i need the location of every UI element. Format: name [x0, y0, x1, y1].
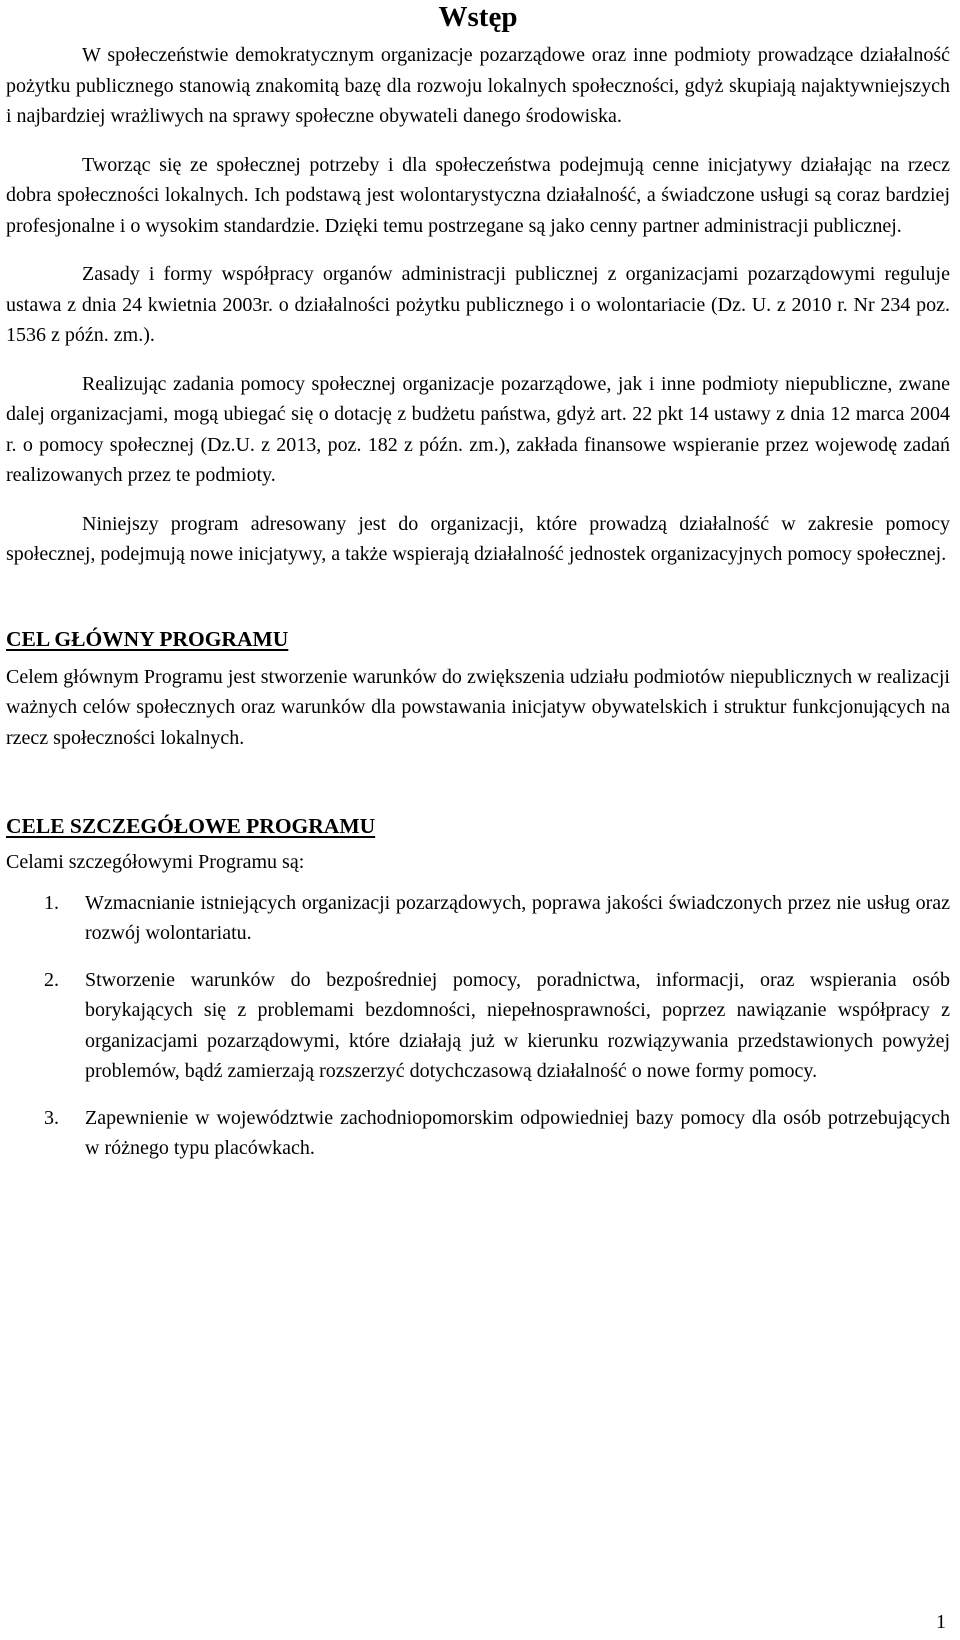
main-goal-heading: CEL GŁÓWNY PROGRAMU: [6, 626, 289, 651]
intro-paragraph: Tworząc się ze społecznej potrzeby i dla społeczeństwa podejmują cenne inicjatywy działając na rzecz dobra społeczności lokalnych. Ich podstawą jest wolontarystyczna działalność, a świadczone usługi są coraz bardziej profesjonalne i o wysokim standardzie. Dzięki temu postrzegane są jako cenny partner administracji publicznej.: [6, 153, 950, 237]
list-item: [6, 965, 950, 1087]
list-item: [6, 1103, 950, 1164]
specific-goals-intro: Celami szczegółowymi Programu są:: [6, 851, 305, 873]
list-item-text: Zapewnienie w województwie zachodniopomorskim odpowiedniej bazy pomocy dla osób potrzebujących w różnego typu placówkach.: [85, 1106, 950, 1159]
intro-paragraph: Realizując zadania pomocy społecznej organizacje pozarządowe, jak i inne podmioty niepubliczne, zwane dalej organizacjami, mogą ubiegać się o dotację z budżetu państwa, gdyż art. 22 pkt 14 ustawy z dnia 12 marca 2004 r. o pomocy społecznej (Dz.U. z 2013, poz. 182 z późn. zm.), zakłada finansowe wspieranie przez wojewodę zadań realizowanych przez te podmioty.: [6, 372, 950, 486]
intro-paragraph: Niniejszy program adresowany jest do organizacji, które prowadzą działalność w zakresie pomocy społecznej, podejmują nowe inicjatywy, a także wspierają działalność jednostek organizacyjnych pomocy społecznej.: [6, 512, 950, 565]
intro-paragraph: Zasady i formy współpracy organów administracji publicznej z organizacjami pozarządowymi reguluje ustawa z dnia 24 kwietnia 2003r. o działalności pożytku publicznego i o wolontariacie (Dz. U. z 2010 r. Nr 234 poz. 1536 z późn. zm.).: [6, 263, 950, 346]
page-title: Wstęp: [438, 1, 518, 33]
intro-paragraph: W społeczeństwie demokratycznym organizacje pozarządowe oraz inne podmioty prowadzące działalność pożytku publicznego stanowią znakomitą bazę dla rozwoju lokalnych społeczności, gdyż skupiają najaktywniejszych i najbardziej wrażliwych na sprawy społeczne obywateli danego środowiska.: [6, 44, 950, 127]
specific-goals-list: [6, 888, 950, 1164]
list-item: [6, 888, 950, 949]
list-item-number: 1.: [44, 891, 59, 914]
list-item-number: 3.: [44, 1106, 59, 1129]
page-number: 1: [936, 1611, 946, 1633]
specific-goals-heading: CELE SZCZEGÓŁOWE PROGRAMU: [6, 814, 376, 838]
list-item-text: Stworzenie warunków do bezpośredniej pomocy, poradnictwa, informacji, oraz wspierania osób borykających się z problemami bezdomności, niepełnosprawności, poprzez nawiązanie współpracy z organizacjami pozarządowymi, które działają już w kierunku rozwiązywania przedstawionych powyżej problemów, bądź zamierzają rozszerzyć dotychczasową działalność o nowe formy pomocy.: [85, 968, 950, 1082]
list-item-number: 2.: [44, 968, 59, 991]
list-item-text: Wzmacnianie istniejących organizacji pozarządowych, poprawa jakości świadczonych przez nie usług oraz rozwój wolontariatu.: [85, 891, 950, 944]
main-goal-text: Celem głównym Programu jest stworzenie warunków do zwiększenia udziału podmiotów niepublicznych w realizacji ważnych celów społecznych oraz warunków dla powstawania inicjatyw obywatelskich i struktur funkcjonujących na rzecz społeczności lokalnych.: [6, 665, 950, 749]
document-content: [6, 0, 950, 1180]
